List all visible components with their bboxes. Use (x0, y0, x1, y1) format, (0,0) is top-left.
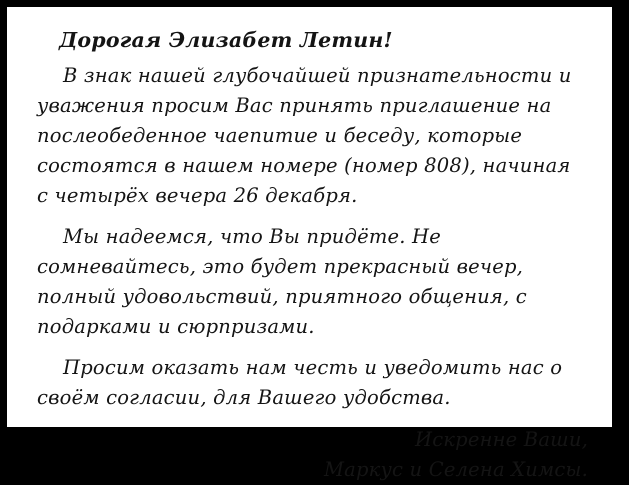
letter-salutation: Дорогая Элизабет Летин! (59, 28, 393, 52)
letter-body (37, 25, 588, 481)
letter-signature (37, 425, 588, 485)
letter-paragraph-3: Просим оказать нам честь и уведомить нас о своём согласии, для Вашего удобства. (37, 356, 563, 409)
letter-paragraph-2: Мы надеемся, что Вы придёте. Не сомневайтесь, это будет прекрасный вечер, полный удовольствий, приятного общения, с подарками и сюрпризами. (37, 225, 527, 338)
letter-card (7, 7, 612, 481)
paragraph-spacer-2 (37, 344, 588, 353)
letter-paragraph-1: В знак нашей глубочайшей признательности и уважения просим Вас принять приглашение на послеобеденное чаепитие и беседу, которые состоятся в нашем номере (номер 808), начиная с четырёх вечера 26 декабря. (37, 64, 572, 207)
paragraph-spacer-1 (37, 213, 588, 222)
signature-closing: Искренне Ваши, (414, 428, 588, 451)
signature-names: Маркус и Селена Химсы. (323, 458, 588, 481)
